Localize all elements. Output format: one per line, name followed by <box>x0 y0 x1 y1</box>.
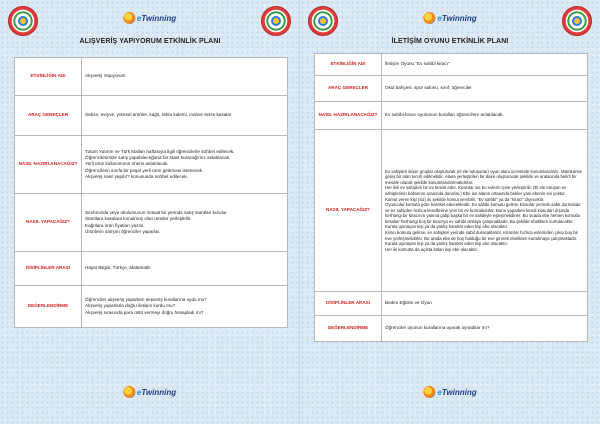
row-label: NASIL HAZIRLANACAĞIZ? <box>315 102 382 130</box>
row-label: DEĞERLENDİRME <box>15 286 82 328</box>
page-title: İLETİŞİM OYUNU ETKİNLİK PLANI <box>391 38 509 45</box>
content-line: Stantlara kasalara konulmuş olan ürünler yerleştirilir. <box>85 216 192 222</box>
content-line: Ev sahipleri ikişer gruplar oluştururak (el ele tutuşurlar) oyun alanı içerisinde konumlandırılır. Mümkünse geniş bir alan tercih edilmelidir. Alana yerleştirilen bir daire oluşturacak şekilde ve aralarında belirli bir mesafe olacak şekilde konumlandırılmalıdırlar. <box>385 168 583 185</box>
table-row <box>315 54 588 76</box>
page-title: ALIŞVERİŞ YAPIYORUM ETKİNLİK PLANI <box>79 38 221 45</box>
content-line: Sınıfımızda veya okulumuzun müsait bir yerinde satış stantları kurulur. <box>85 210 228 216</box>
content-line: Alışveriş yaparlarla doğru iletişim kurdu mu? <box>85 303 176 309</box>
row-label: DEĞERLENDİRME <box>315 316 382 342</box>
logo-prefix: e <box>136 387 142 397</box>
row-content <box>82 286 288 328</box>
content-line: Hayat Bilgisi, Türkçe, Matematik <box>85 265 151 271</box>
row-label: ARAÇ GEREÇLER <box>315 76 382 102</box>
row-content <box>382 130 588 292</box>
row-content <box>382 292 588 316</box>
row-content <box>82 96 288 136</box>
table-row <box>15 136 288 194</box>
content-line: Öğrencilerimize satış yapabileceğimiz bir stant kuracağımız anlatılacak. <box>85 155 231 161</box>
row-label: DİSİPLİNLER ARASI <box>15 252 82 286</box>
row-label: NASIL YAPACAĞIZ? <box>15 194 82 252</box>
row-content <box>382 54 588 76</box>
activity-plan-table <box>14 57 288 328</box>
logo-prefix: e <box>437 387 442 397</box>
content-line: Her iki komutta da açıkta kalan kişi ebe olacaktır. <box>385 246 478 252</box>
row-label: ARAÇ GEREÇLER <box>15 96 82 136</box>
content-line: Kağıtlara ürün fiyatları yazılır. <box>85 222 145 228</box>
logo-name: Twinning <box>441 13 477 23</box>
content-line: Oyuncular komuta göre hareket edeceklerdir. Ev sahibi komutu gelirse kiracılar yerinde sabit durmalıdır ve ev sahipleri hızlıca kendilerine yeni bir ev kurmalıdırlar. Bunu yaparken kendi kiracıları dışında herhangi bir kiracının yanına gidip başka bir ev sahibiyle eşleşmelidirler. Bu sırada ebe hemen komutla beraber herhangi boş bir kiracıya ev sahibi olmaya çalışmaktadır. Bu şekilde ebelikten kurtulacaktır. Kurala uymayan kişi ya da yanlış hareket eden kişi ebe olacaktır. <box>385 202 581 230</box>
content-line: Öğrenciler alışveriş yaparken alışveriş kurallarına uydu mu? <box>85 297 207 303</box>
school-seal-icon <box>8 6 38 36</box>
row-content <box>382 102 588 130</box>
right-page <box>300 0 600 424</box>
content-line: Her ikili ev sahipleri bir ev temsil eder. Kiracılar ise bu evlerin içine yerleştirilir. (El ele tutuşan ev sahiplerinin kollarının arasında dururlar.) Ebe ise alanın ortasında bekler yani ebenin evi yoktur. <box>385 185 567 196</box>
table-row <box>315 292 588 316</box>
content-line: Öğrenciler oyunun kurallarına uyarak oynadılar mı? <box>385 325 490 331</box>
activity-plan-table <box>314 53 588 342</box>
etwinning-logo <box>123 386 176 398</box>
row-content <box>382 316 588 342</box>
row-label: ETKİNLİĞİN ADI <box>15 58 82 96</box>
content-line: Tutum Yatırım ve Türk Malları haftasıyla ilgili öğrencilerle sohbet edilecek. <box>85 149 235 155</box>
content-line: Alışveriş sırasında para üstü vermeyi doğru hesapladı mı? <box>85 309 204 315</box>
etwinning-star-icon <box>123 386 135 398</box>
logo-name: Twinning <box>441 387 477 397</box>
table-row <box>315 316 588 342</box>
table-row <box>315 102 588 130</box>
table-row <box>315 76 588 102</box>
row-content <box>82 194 288 252</box>
content-line: Ev sahibi-kiracı oyununun kuralları öğrencilere anlatılacak. <box>385 112 504 118</box>
row-label: NASIL HAZIRLANACAĞIZ? <box>15 136 82 194</box>
content-line: Alışveriş nasıl yapılır? konusunda sohbet edilecek. <box>85 173 188 179</box>
row-label: ETKİNLİĞİN ADI <box>315 54 382 76</box>
school-seal-icon <box>562 6 592 36</box>
content-line: Alışveriş Yapıyorum <box>85 73 126 79</box>
etwinning-star-icon <box>123 12 135 24</box>
etwinning-logo <box>423 12 476 24</box>
table-row <box>315 130 588 292</box>
table-row <box>15 96 288 136</box>
row-content <box>82 58 288 96</box>
school-seal-icon <box>308 6 338 36</box>
table-row <box>15 252 288 286</box>
table-row <box>15 286 288 328</box>
content-line: İletişim Oyunu "Ev sahibi kiracı" <box>385 61 450 67</box>
row-content <box>82 136 288 194</box>
content-line: Sebze, meyve, yöresel ürünler, kağıt, tahta kalemi, mahve setze kasalar <box>85 112 232 118</box>
content-line: Öğrencilerin sınıfa bir poşet yerli ürün getirmesi istenecek. <box>85 167 204 173</box>
content-line: Yerli ürün kullanımının önemi anlatılacak. <box>85 161 169 167</box>
content-line: Okul bahçesi, spor salonu, sınıf, öğrenciler <box>385 85 472 91</box>
etwinning-logo <box>423 386 476 398</box>
row-content <box>82 252 288 286</box>
table-row <box>15 58 288 96</box>
content-line: Kiracı komutu gelirse, ev sahipleri yerinde sabit duracaklardır. Kiracılar hızlıca evlerinden çıkıp boş bir eve yerleşmelidirler. Bu arada ebe de boş bulduğu bir eve girerek ebelikten kurtulmaya çalışmaktadır. Kurala uymayan kişi ya da yanlış hareket eden kişi ebe olacaktır. <box>385 230 578 247</box>
etwinning-logo <box>123 12 176 24</box>
logo-name: Twinning <box>141 13 177 23</box>
etwinning-star-icon <box>423 12 435 24</box>
logo-prefix: e <box>136 13 142 23</box>
row-content <box>382 76 588 102</box>
content-line: Ürünlerin satışını öğrenciler yaparlar. <box>85 228 161 234</box>
logo-name: Twinning <box>141 387 177 397</box>
content-line: Beden Eğitimi ve Oyun <box>385 300 432 306</box>
row-label: NASIL YAPACAĞIZ? <box>315 130 382 292</box>
etwinning-star-icon <box>423 386 435 398</box>
table-row <box>15 194 288 252</box>
row-label: DİSİPLİNLER ARASI <box>315 292 382 316</box>
content-line: Komut veren kişi (siz) iki şekilde komut verebilir. "Ev sahibi" ya da "kiracı" diyecektir. <box>385 196 545 202</box>
logo-prefix: e <box>437 13 442 23</box>
school-seal-icon <box>261 6 291 36</box>
